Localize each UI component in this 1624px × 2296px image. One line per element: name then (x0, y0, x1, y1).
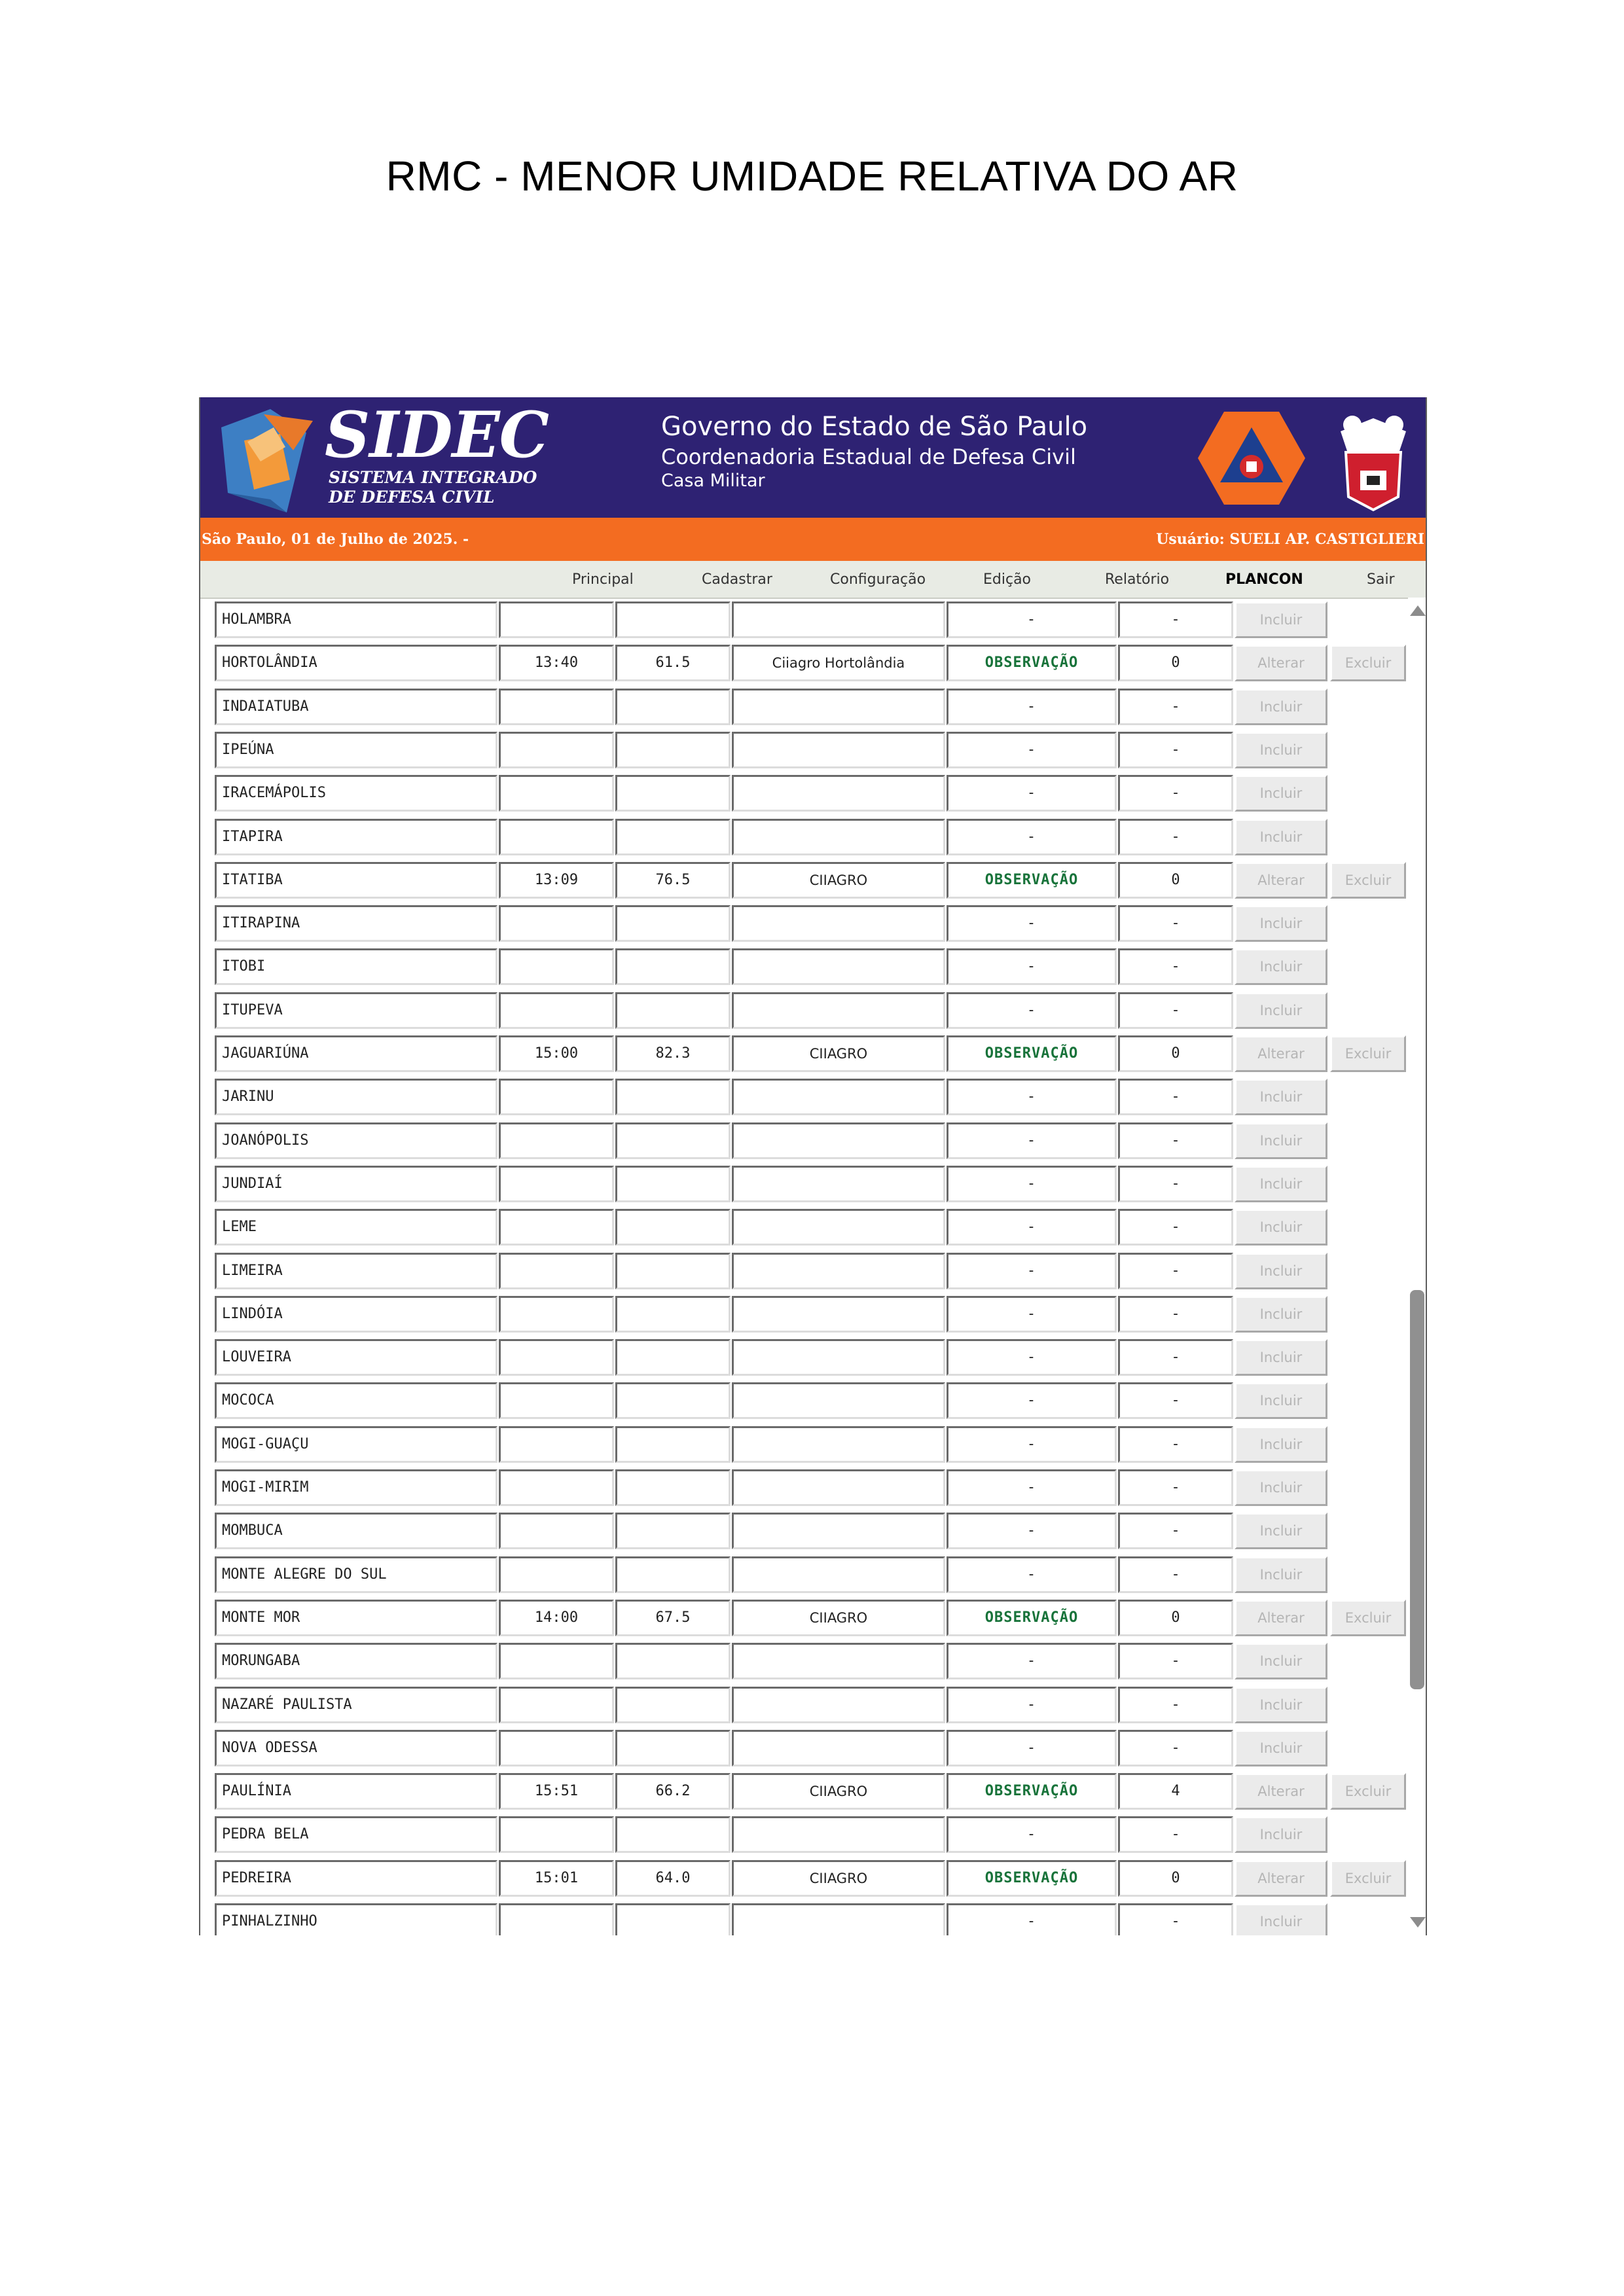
incluir-button[interactable]: Incluir (1235, 1730, 1327, 1767)
status-cell: - (947, 732, 1117, 768)
incluir-button[interactable]: Incluir (1235, 1296, 1327, 1333)
table-row (200, 1684, 1408, 1727)
count-cell: - (1118, 1122, 1233, 1159)
count-cell: - (1118, 1816, 1233, 1853)
incluir-button[interactable]: Incluir (1235, 689, 1327, 725)
incluir-button[interactable]: Incluir (1235, 1253, 1327, 1289)
measurement-time-cell: 14:00 (499, 1600, 614, 1636)
table-row (200, 1250, 1408, 1293)
status-cell: - (947, 1643, 1117, 1679)
municipality-name-cell: LEME (215, 1209, 497, 1246)
measurement-time-cell (499, 1122, 614, 1159)
data-source-cell (732, 1687, 945, 1723)
humidity-value-cell (615, 1382, 731, 1419)
data-source-cell: CIIAGRO (732, 1860, 945, 1897)
data-source-cell (732, 948, 945, 985)
data-source-cell (732, 1643, 945, 1679)
logo-subtitle-2: DE DEFESA CIVIL (329, 488, 495, 507)
table-row (200, 903, 1408, 946)
count-cell: - (1118, 992, 1233, 1029)
municipality-name-cell: NOVA ODESSA (215, 1730, 497, 1767)
government-title: Governo do Estado de São Paulo (661, 412, 1088, 442)
municipality-name-cell: PAULÍNIA (215, 1773, 497, 1810)
incluir-button[interactable]: Incluir (1235, 905, 1327, 942)
measurement-time-cell: 15:51 (499, 1773, 614, 1810)
count-cell: - (1118, 1513, 1233, 1549)
municipality-name-cell: LOUVEIRA (215, 1339, 497, 1376)
municipality-name-cell: PEDRA BELA (215, 1816, 497, 1853)
municipality-name-cell: ITATIBA (215, 862, 497, 899)
menu-item-plancon[interactable]: PLANCON (1225, 571, 1303, 588)
table-row (200, 1467, 1408, 1510)
table-row (200, 1597, 1408, 1640)
municipality-name-cell: INDAIATUBA (215, 689, 497, 725)
table-row (200, 1206, 1408, 1249)
measurement-time-cell: 13:09 (499, 862, 614, 899)
municipality-name-cell: MONTE ALEGRE DO SUL (215, 1556, 497, 1593)
alterar-button[interactable]: Alterar (1235, 645, 1327, 681)
data-source-cell (732, 1166, 945, 1202)
data-source-cell (732, 601, 945, 638)
count-cell: - (1118, 689, 1233, 725)
municipality-name-cell: JAGUARIÚNA (215, 1035, 497, 1072)
measurement-time-cell (499, 819, 614, 855)
status-cell: OBSERVAÇÃO (947, 1773, 1117, 1810)
municipality-table (200, 599, 1408, 1935)
data-source-cell (732, 1253, 945, 1289)
municipality-name-cell: PINHALZINHO (215, 1903, 497, 1935)
table-row (200, 990, 1408, 1033)
measurement-time-cell (499, 1643, 614, 1679)
humidity-value-cell (615, 1166, 731, 1202)
municipality-name-cell: MORUNGABA (215, 1643, 497, 1679)
measurement-time-cell (499, 1426, 614, 1463)
municipality-name-cell: ITUPEVA (215, 992, 497, 1029)
measurement-time-cell: 15:00 (499, 1035, 614, 1072)
municipality-name-cell: HOLAMBRA (215, 601, 497, 638)
data-source-cell (732, 1556, 945, 1593)
measurement-time-cell (499, 1513, 614, 1549)
humidity-value-cell: 61.5 (615, 645, 731, 681)
count-cell: - (1118, 948, 1233, 985)
data-source-cell (732, 732, 945, 768)
municipality-name-cell: MOCOCA (215, 1382, 497, 1419)
table-row (200, 1857, 1408, 1901)
table-row (200, 1510, 1408, 1553)
status-cell: - (947, 601, 1117, 638)
excluir-button[interactable]: Excluir (1330, 1773, 1406, 1810)
sidec-logo-icon (208, 401, 326, 515)
table-row (200, 642, 1408, 685)
data-source-cell (732, 1513, 945, 1549)
municipality-name-cell: MONTE MOR (215, 1600, 497, 1636)
data-source-cell: CIIAGRO (732, 1035, 945, 1072)
status-cell: - (947, 1556, 1117, 1593)
count-cell: 4 (1118, 1773, 1233, 1810)
table-row (200, 1380, 1408, 1423)
incluir-button[interactable]: Incluir (1235, 1122, 1327, 1159)
excluir-button[interactable]: Excluir (1330, 1860, 1406, 1897)
status-cell: - (947, 992, 1117, 1029)
sidec-screenshot (199, 397, 1427, 1935)
count-cell: - (1118, 1209, 1233, 1246)
status-cell: OBSERVAÇÃO (947, 1035, 1117, 1072)
status-cell: - (947, 1296, 1117, 1333)
incluir-button[interactable]: Incluir (1235, 1426, 1327, 1463)
humidity-value-cell (615, 1122, 731, 1159)
menu-item-configuracao[interactable]: Configuração (830, 571, 926, 588)
document-title: RMC - MENOR UMIDADE RELATIVA DO AR (386, 152, 1238, 200)
logged-user: Usuário: SUELI AP. CASTIGLIERI (1156, 531, 1424, 548)
incluir-button[interactable]: Incluir (1235, 1166, 1327, 1202)
humidity-value-cell: 67.5 (615, 1600, 731, 1636)
incluir-button[interactable]: Incluir (1235, 1556, 1327, 1593)
municipality-name-cell: IRACEMÁPOLIS (215, 775, 497, 812)
measurement-time-cell (499, 1687, 614, 1723)
logo-title: SIDEC (325, 398, 549, 472)
table-row (200, 859, 1408, 903)
data-source-cell (732, 775, 945, 812)
header-banner (200, 397, 1426, 518)
municipality-name-cell: PEDREIRA (215, 1860, 497, 1897)
menu-item-sair[interactable]: Sair (1367, 571, 1395, 588)
count-cell: - (1118, 905, 1233, 942)
table-row (200, 599, 1408, 642)
count-cell: 0 (1118, 1035, 1233, 1072)
status-cell: - (947, 1903, 1117, 1935)
humidity-value-cell (615, 1426, 731, 1463)
humidity-value-cell (615, 1079, 731, 1115)
incluir-button[interactable]: Incluir (1235, 1209, 1327, 1246)
municipality-name-cell: JOANÓPOLIS (215, 1122, 497, 1159)
measurement-time-cell (499, 775, 614, 812)
table-row (200, 1293, 1408, 1336)
status-bar (200, 518, 1426, 561)
data-source-cell (732, 1382, 945, 1419)
measurement-time-cell (499, 1209, 614, 1246)
policia-militar-emblem-icon (1327, 405, 1419, 512)
table-row (200, 772, 1408, 816)
humidity-value-cell (615, 1513, 731, 1549)
data-source-cell (732, 1730, 945, 1767)
measurement-time-cell (499, 1166, 614, 1202)
incluir-button[interactable]: Incluir (1235, 732, 1327, 768)
data-source-cell (732, 1296, 945, 1333)
status-cell: - (947, 1730, 1117, 1767)
status-cell: - (947, 1339, 1117, 1376)
table-row (200, 686, 1408, 729)
data-source-cell (732, 1903, 945, 1935)
logo-subtitle-1: SISTEMA INTEGRADO (329, 468, 537, 487)
incluir-button[interactable]: Incluir (1235, 1079, 1327, 1115)
municipality-name-cell: NAZARÉ PAULISTA (215, 1687, 497, 1723)
humidity-value-cell (615, 1816, 731, 1853)
municipality-name-cell: JUNDIAÍ (215, 1166, 497, 1202)
humidity-value-cell (615, 1556, 731, 1593)
defesa-civil-emblem-icon (1197, 409, 1307, 507)
count-cell: - (1118, 1079, 1233, 1115)
status-cell: OBSERVAÇÃO (947, 1860, 1117, 1897)
alterar-button[interactable]: Alterar (1235, 1035, 1327, 1072)
humidity-value-cell: 82.3 (615, 1035, 731, 1072)
humidity-value-cell (615, 1253, 731, 1289)
count-cell: - (1118, 1556, 1233, 1593)
status-cell: - (947, 1079, 1117, 1115)
count-cell: 0 (1118, 645, 1233, 681)
incluir-button[interactable]: Incluir (1235, 775, 1327, 812)
status-cell: - (947, 948, 1117, 985)
alterar-button[interactable]: Alterar (1235, 1600, 1327, 1636)
count-cell: - (1118, 1253, 1233, 1289)
measurement-time-cell (499, 1556, 614, 1593)
humidity-value-cell (615, 1903, 731, 1935)
count-cell: 0 (1118, 1860, 1233, 1897)
menu-item-edicao[interactable]: Edição (983, 571, 1032, 588)
incluir-button[interactable]: Incluir (1235, 1339, 1327, 1376)
data-source-cell (732, 819, 945, 855)
count-cell: 0 (1118, 862, 1233, 899)
status-cell: - (947, 1426, 1117, 1463)
data-source-cell: CIIAGRO (732, 1773, 945, 1810)
data-source-cell (732, 1209, 945, 1246)
humidity-value-cell (615, 905, 731, 942)
count-cell: - (1118, 819, 1233, 855)
incluir-button[interactable]: Incluir (1235, 1816, 1327, 1853)
count-cell: 0 (1118, 1600, 1233, 1636)
alterar-button[interactable]: Alterar (1235, 1773, 1327, 1810)
humidity-value-cell (615, 819, 731, 855)
status-cell: - (947, 1209, 1117, 1246)
table-row (200, 1901, 1408, 1935)
count-cell: - (1118, 1339, 1233, 1376)
incluir-button[interactable]: Incluir (1235, 992, 1327, 1029)
incluir-button[interactable]: Incluir (1235, 948, 1327, 985)
measurement-time-cell (499, 1730, 614, 1767)
count-cell: - (1118, 1643, 1233, 1679)
measurement-time-cell (499, 732, 614, 768)
incluir-button[interactable]: Incluir (1235, 1903, 1327, 1935)
data-source-cell (732, 1122, 945, 1159)
table-row (200, 1120, 1408, 1163)
measurement-time-cell (499, 1339, 614, 1376)
count-cell: - (1118, 1903, 1233, 1935)
measurement-time-cell (499, 601, 614, 638)
measurement-time-cell (499, 1469, 614, 1506)
humidity-value-cell (615, 689, 731, 725)
excluir-button[interactable]: Excluir (1330, 1035, 1406, 1072)
municipality-name-cell: MOMBUCA (215, 1513, 497, 1549)
measurement-time-cell: 13:40 (499, 645, 614, 681)
humidity-value-cell (615, 1687, 731, 1723)
status-cell: - (947, 1816, 1117, 1853)
scrollbar-thumb[interactable] (1410, 1290, 1424, 1689)
count-cell: - (1118, 1296, 1233, 1333)
measurement-time-cell (499, 948, 614, 985)
main-menu (200, 561, 1426, 599)
status-cell: - (947, 1122, 1117, 1159)
military-house-title: Casa Militar (661, 471, 765, 491)
municipality-name-cell: JARINU (215, 1079, 497, 1115)
humidity-value-cell (615, 1469, 731, 1506)
humidity-value-cell (615, 775, 731, 812)
humidity-value-cell: 76.5 (615, 862, 731, 899)
incluir-button[interactable]: Incluir (1235, 1382, 1327, 1419)
measurement-time-cell: 15:01 (499, 1860, 614, 1897)
table-row (200, 1076, 1408, 1119)
count-cell: - (1118, 1382, 1233, 1419)
incluir-button[interactable]: Incluir (1235, 1687, 1327, 1723)
table-row (200, 1424, 1408, 1467)
menu-item-cadastrar[interactable]: Cadastrar (702, 571, 772, 588)
count-cell: - (1118, 1730, 1233, 1767)
municipality-name-cell: LIMEIRA (215, 1253, 497, 1289)
municipality-name-cell: MOGI-MIRIM (215, 1469, 497, 1506)
data-source-cell (732, 1426, 945, 1463)
table-row (200, 1163, 1408, 1206)
excluir-button[interactable]: Excluir (1330, 1600, 1406, 1636)
measurement-time-cell (499, 689, 614, 725)
incluir-button[interactable]: Incluir (1235, 819, 1327, 855)
incluir-button[interactable]: Incluir (1235, 1513, 1327, 1549)
vertical-scrollbar[interactable] (1408, 598, 1426, 1935)
status-cell: OBSERVAÇÃO (947, 645, 1117, 681)
data-source-cell (732, 992, 945, 1029)
status-cell: - (947, 819, 1117, 855)
table-row (200, 1770, 1408, 1814)
humidity-value-cell (615, 948, 731, 985)
measurement-time-cell (499, 1816, 614, 1853)
municipality-name-cell: ITAPIRA (215, 819, 497, 855)
data-source-cell: CIIAGRO (732, 1600, 945, 1636)
count-cell: - (1118, 732, 1233, 768)
incluir-button[interactable]: Incluir (1235, 1469, 1327, 1506)
status-cell: - (947, 1513, 1117, 1549)
status-cell: - (947, 1253, 1117, 1289)
count-cell: - (1118, 601, 1233, 638)
excluir-button[interactable]: Excluir (1330, 862, 1406, 899)
menu-item-relatorio[interactable]: Relatório (1105, 571, 1170, 588)
table-row (200, 1033, 1408, 1076)
measurement-time-cell (499, 1079, 614, 1115)
excluir-button[interactable]: Excluir (1330, 645, 1406, 681)
municipality-name-cell: IPEÚNA (215, 732, 497, 768)
data-source-cell (732, 1339, 945, 1376)
data-source-cell: CIIAGRO (732, 862, 945, 899)
data-source-cell (732, 689, 945, 725)
scroll-down-arrow-icon[interactable] (1410, 1917, 1426, 1928)
humidity-value-cell (615, 601, 731, 638)
humidity-value-cell: 64.0 (615, 1860, 731, 1897)
count-cell: - (1118, 1469, 1233, 1506)
coordination-title: Coordenadoria Estadual de Defesa Civil (661, 444, 1076, 469)
measurement-time-cell (499, 992, 614, 1029)
status-cell: - (947, 905, 1117, 942)
humidity-value-cell (615, 1296, 731, 1333)
municipality-name-cell: ITIRAPINA (215, 905, 497, 942)
count-cell: - (1118, 1426, 1233, 1463)
municipality-name-cell: HORTOLÂNDIA (215, 645, 497, 681)
data-source-cell (732, 1816, 945, 1853)
municipality-name-cell: LINDÓIA (215, 1296, 497, 1333)
municipality-name-cell: MOGI-GUAÇU (215, 1426, 497, 1463)
status-cell: OBSERVAÇÃO (947, 1600, 1117, 1636)
table-row (200, 1554, 1408, 1597)
municipality-name-cell: ITOBI (215, 948, 497, 985)
current-date: São Paulo, 01 de Julho de 2025. - (202, 531, 469, 548)
table-row (200, 729, 1408, 772)
humidity-value-cell (615, 1339, 731, 1376)
measurement-time-cell (499, 1296, 614, 1333)
table-row (200, 1814, 1408, 1857)
measurement-time-cell (499, 905, 614, 942)
alterar-button[interactable]: Alterar (1235, 862, 1327, 899)
status-cell: OBSERVAÇÃO (947, 862, 1117, 899)
menu-item-principal[interactable]: Principal (572, 571, 634, 588)
scroll-up-arrow-icon[interactable] (1410, 605, 1426, 616)
data-source-cell (732, 1079, 945, 1115)
humidity-value-cell (615, 1209, 731, 1246)
table-row (200, 1640, 1408, 1683)
data-source-cell: Ciiagro Hortolândia (732, 645, 945, 681)
measurement-time-cell (499, 1382, 614, 1419)
count-cell: - (1118, 1166, 1233, 1202)
count-cell: - (1118, 1687, 1233, 1723)
alterar-button[interactable]: Alterar (1235, 1860, 1327, 1897)
status-cell: - (947, 1166, 1117, 1202)
data-source-cell (732, 905, 945, 942)
status-cell: - (947, 775, 1117, 812)
table-row (200, 946, 1408, 989)
humidity-value-cell (615, 732, 731, 768)
incluir-button[interactable]: Incluir (1235, 1643, 1327, 1679)
data-source-cell (732, 1469, 945, 1506)
status-cell: - (947, 689, 1117, 725)
table-row (200, 1336, 1408, 1380)
count-cell: - (1118, 775, 1233, 812)
humidity-value-cell (615, 1730, 731, 1767)
incluir-button[interactable]: Incluir (1235, 601, 1327, 638)
humidity-value-cell: 66.2 (615, 1773, 731, 1810)
status-cell: - (947, 1382, 1117, 1419)
humidity-value-cell (615, 1643, 731, 1679)
measurement-time-cell (499, 1253, 614, 1289)
humidity-value-cell (615, 992, 731, 1029)
measurement-time-cell (499, 1903, 614, 1935)
table-row (200, 816, 1408, 859)
table-row (200, 1727, 1408, 1770)
status-cell: - (947, 1469, 1117, 1506)
status-cell: - (947, 1687, 1117, 1723)
